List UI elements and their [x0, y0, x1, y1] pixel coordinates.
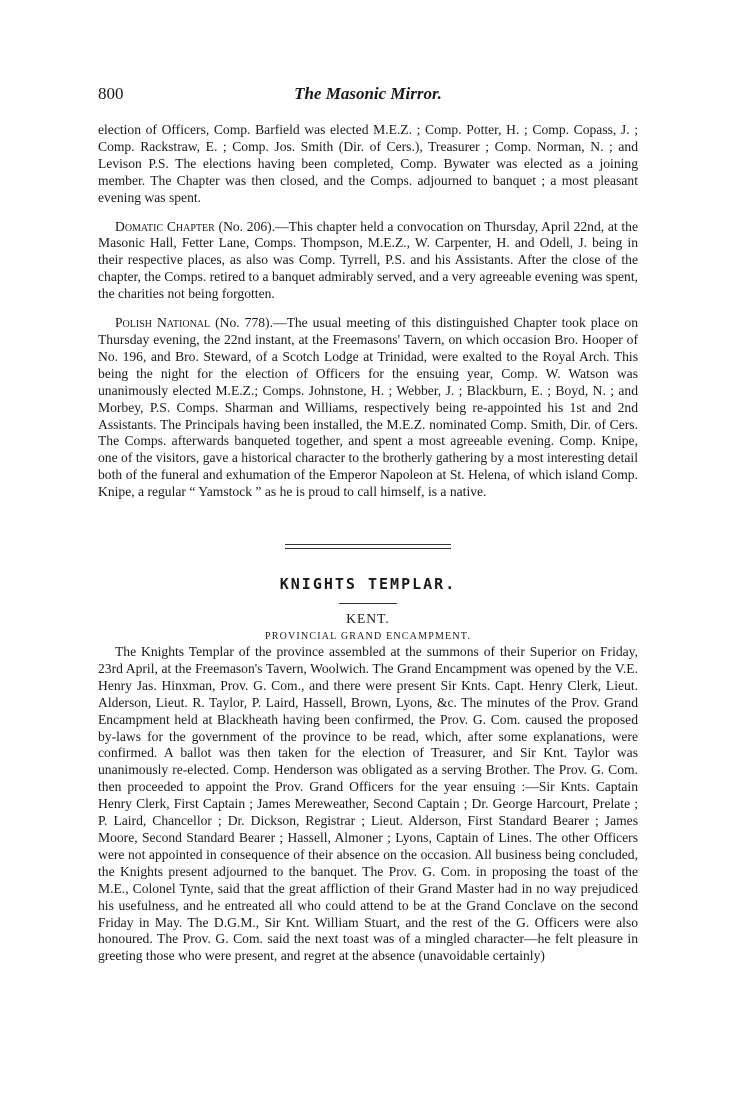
section-subsubtitle: PROVINCIAL GRAND ENCAMPMENT.	[264, 631, 472, 643]
paragraph-polish-text: (No. 778).—The usual meeting of this distinguished Chapter took place on Thursday evening, the 22nd instant, at the Freemasons' Tavern, on which occasion Bro. Hooper of No. 196, and Bro. Steward, of a Scotch Lodge at Trinidad, were exalted to the Royal Arch. This being the night for the election of Officers for the ensuing year, Comp. W. Watson was unanimously elected M.E.Z.; Comps. Johnstone, H. ; Webber, J. ; Blackburn, E. ; Boyd, N. ; and Morbey, P.S. Comps. Sharman and Williams, respectively being re-appointed his 1st and 2nd Assistants. The Principals having been installed, the M.E.Z. nominated Comp. Smith, Dir. of Cers. The Comps. afterwards banqueted together, and spent a most agreeable evening. Comp. Knipe, one of the visitors, gave a historical character to the brotherly gathering by a most interesting detail both of the funeral and exhumation of the Emperor Napoleon at St. Helena, of which island Comp. Knipe, a regular “ Yamstock ” as he is proud to call himself, is a native.	[98, 315, 638, 500]
paragraph-knights-templar: The Knights Templar of the province assembled at the summons of their Superior on Friday, 23rd April, at the Freemason's Tavern, Woolwich. The Grand Encampment was opened by the V.E. Henry Jas. Hinxman, Prov. G. Com., and there were present Sir Knts. Capt. Henry Clerk, Lieut. Alderson, Lieut. R. Taylor, P. Laird, Hassell, Brown, Lyons, &c. The minutes of the Prov. Grand Encampment held at Blackheath having been confirmed, the Prov. G. Com. caused the proposed by-laws for the government of the province to be read, which, after some explanations, were confirmed. A ballot was then taken for the election of Treasurer, and Sir Knt. Taylor was unanimously re-elected. Comp. Henderson was obligated as a serving Brother. The Prov. G. Com. then proceeded to appoint the Prov. Grand Officers for the year ensuing :—Sir Knts. Captain Henry Clerk, First Captain ; James Mereweather, Second Captain ; Dr. George Harcourt, Prelate ; P. Laird, Chancellor ; Dr. Dickson, Registrar ; Lieut. Alderson, First Standard Bearer ; James Moore, Second Standard Bearer ; Hassell, Almoner ; Lyons, Captain of Lines. The other Officers were not appointed in consequence of their absence on the occasion. All business being concluded, the Knights present adjourned to the banquet. The Prov. G. Com. in proposing the toast of the M.E., Colonel Tynte, said that the great affliction of their Grand Master had in no way prejudiced his usefulness, and he entreated all who could attend to be at the Grand Conclave on the second Friday in May. The D.G.M., Sir Knt. William Stuart, and the rest of the G. Officers were also honoured. The Prov. G. Com. said the next toast was of a mingled character—he felt pleasure in greeting those who were present, and regret at the absence (unavoidable certainly)	[98, 644, 638, 964]
page-number: 800	[98, 84, 124, 103]
paragraph-domatic-chapter	[98, 219, 638, 304]
chapter-name-polish: Polish National	[115, 315, 211, 331]
article-body	[98, 122, 638, 965]
page-header	[98, 84, 638, 108]
title-rule	[339, 603, 397, 604]
running-title: The Masonic Mirror.	[294, 84, 442, 103]
paragraph-polish-national	[98, 315, 638, 501]
paragraph-domatic-text: (No. 206).—This chapter held a convocation on Thursday, April 22nd, at the Masonic Hall, Fetter Lane, Comps. Thompson, M.E.Z., W. Carpenter, H. and Odell, J. being in their respective places, as also was Comp. Tyrrell, P.S. and his Assistants. After the close of the chapter, the Comps. retired to a banquet admirably served, and a very agreeable evening was spent, the charities not being forgotten.	[98, 218, 638, 302]
paragraph-election: election of Officers, Comp. Barfield was elected M.E.Z. ; Comp. Potter, H. ; Comp. Copass, J. ; Comp. Rackstraw, E. ; Comp. Jos. Smith (Dir. of Cers.), Treasurer ; Comp. Norman, N. ; and Levison P.S. The elections having been completed, Comp. Bywater was elected as a joining member. The Chapter was then closed, and the Comps. adjourned to banquet ; a most pleasant evening was spent.	[98, 122, 638, 205]
section-subtitle: KENT.	[346, 611, 390, 627]
section-title: KNIGHTS TEMPLAR.	[279, 575, 457, 594]
section-divider	[98, 501, 638, 560]
chapter-name-domatic: Domatic Chapter	[115, 218, 215, 234]
double-rule	[285, 544, 451, 549]
